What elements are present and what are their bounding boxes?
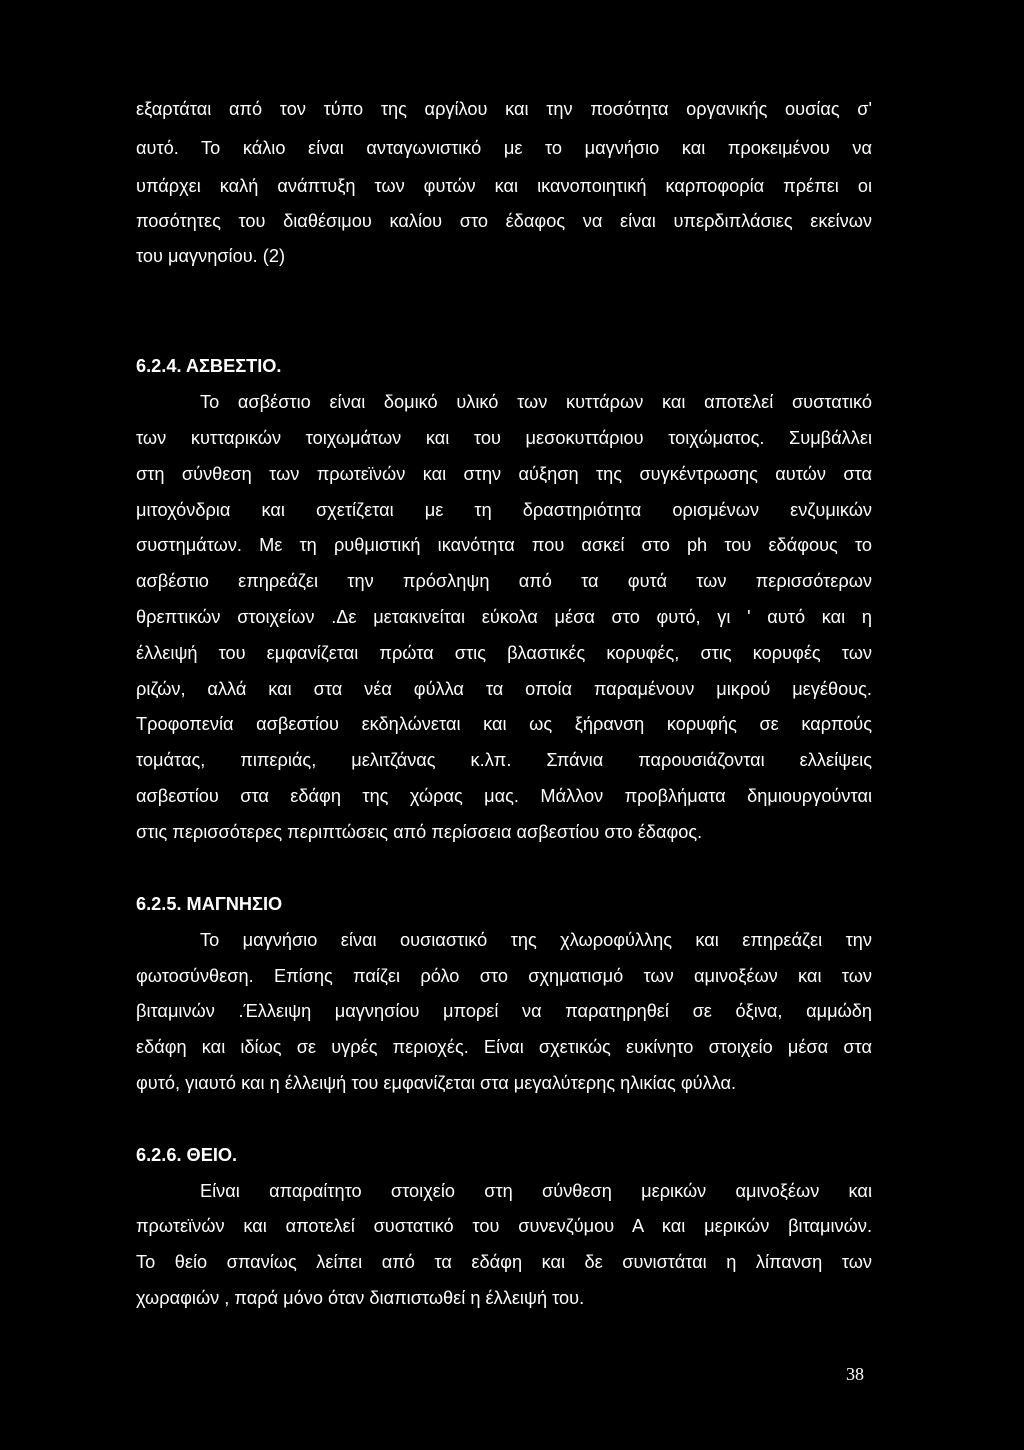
text-line: φυτό, γιαυτό και η έλλειψή του εμφανίζεται στα μεγαλύτερης ηλικίας φύλλα. xyxy=(136,1073,737,1093)
text-line: συστημάτων. Με τη ρυθμιστική ικανότητα που ασκεί στο ph του εδάφους το xyxy=(136,535,872,555)
text-line: έλλειψή του εμφανίζεται πρώτα στις βλαστικές κορυφές, στις κορυφές των xyxy=(136,643,872,663)
text-line: αυτό. Το κάλιο είναι ανταγωνιστικό με το μαγνήσιο και προκειμένου να xyxy=(136,138,872,158)
text-line: μιτοχόνδρια και σχετίζεται με τη δραστηριότητα ορισμένων ενζυμικών xyxy=(136,500,872,520)
text-line: Είναι απαραίτητο στοιχείο στη σύνθεση μερικών αμινοξέων και xyxy=(200,1181,872,1201)
text-line: στη σύνθεση των πρωτεϊνών και στην αύξηση της συγκέντρωσης αυτών στα xyxy=(136,464,872,484)
text-line: τομάτας, πιπεριάς, μελιτζάνας κ.λπ. Σπάνια παρουσιάζονται ελλείψεις xyxy=(136,750,872,770)
section-heading-magnesium: 6.2.5. ΜΑΓΝΗΣΙΟ xyxy=(136,894,283,914)
text-line: πρωτεϊνών και αποτελεί συστατικό του συνενζύμου Α και μερικών βιταμινών. xyxy=(136,1216,872,1236)
text-line: ποσότητες του διαθέσιμου καλίου στο έδαφος να είναι υπερδιπλάσιες εκείνων xyxy=(136,211,872,231)
text-line: βιταμινών .Έλλειψη μαγνησίου μπορεί να παρατηρηθεί σε όξινα, αμμώδη xyxy=(136,1001,872,1021)
text-line: χωραφιών , παρά μόνο όταν διαπιστωθεί η έλλειψή του. xyxy=(136,1288,585,1308)
section-heading-calcium: 6.2.4. ΑΣΒΕΣΤΙΟ. xyxy=(136,356,282,376)
page-number: 38 xyxy=(846,1364,864,1384)
section-heading-sulfur: 6.2.6. ΘΕΙΟ. xyxy=(136,1145,238,1165)
text-line: στις περισσότερες περιπτώσεις από περίσσεια ασβεστίου στο έδαφος. xyxy=(136,822,703,842)
text-line: του μαγνησίου. (2) xyxy=(136,246,285,266)
text-line: ασβέστιο επηρεάζει την πρόσληψη από τα φυτά των περισσότερων xyxy=(136,571,872,591)
text-line: εδάφη και ιδίως σε υγρές περιοχές. Είναι σχετικώς ευκίνητο στοιχείο μέσα στα xyxy=(136,1037,872,1057)
text-line: φωτοσύνθεση. Επίσης παίζει ρόλο στο σχηματισμό των αμινοξέων και των xyxy=(136,966,872,986)
text-line: υπάρχει καλή ανάπτυξη των φυτών και ικανοποιητική καρποφορία πρέπει οι xyxy=(136,176,872,196)
text-line: Το θείο σπανίως λείπει από τα εδάφη και δε συνιστάται η λίπανση των xyxy=(136,1252,872,1272)
text-line: εξαρτάται από τον τύπο της αργίλου και την ποσότητα οργανικής ουσίας σ' xyxy=(136,99,872,119)
text-line: ριζών, αλλά και στα νέα φύλλα τα οποία παραμένουν μικρού μεγέθους. xyxy=(136,679,872,699)
text-line: Το ασβέστιο είναι δομικό υλικό των κυττάρων και αποτελεί συστατικό xyxy=(200,392,872,412)
text-line: Το μαγνήσιο είναι ουσιαστικό της χλωροφύλλης και επηρεάζει την xyxy=(200,930,872,950)
text-line: Τροφοπενία ασβεστίου εκδηλώνεται και ως ξήρανση κορυφής σε καρπούς xyxy=(136,714,872,734)
text-line: των κυτταρικών τοιχωμάτων και του μεσοκυττάριου τοιχώματος. Συμβάλλει xyxy=(136,428,872,448)
text-line: θρεπτικών στοιχείων .Δε μετακινείται εύκολα μέσα στο φυτό, γι ' αυτό και η xyxy=(136,607,872,627)
text-line: ασβεστίου στα εδάφη της χώρας μας. Μάλλον προβλήματα δημιουργούνται xyxy=(136,786,872,806)
